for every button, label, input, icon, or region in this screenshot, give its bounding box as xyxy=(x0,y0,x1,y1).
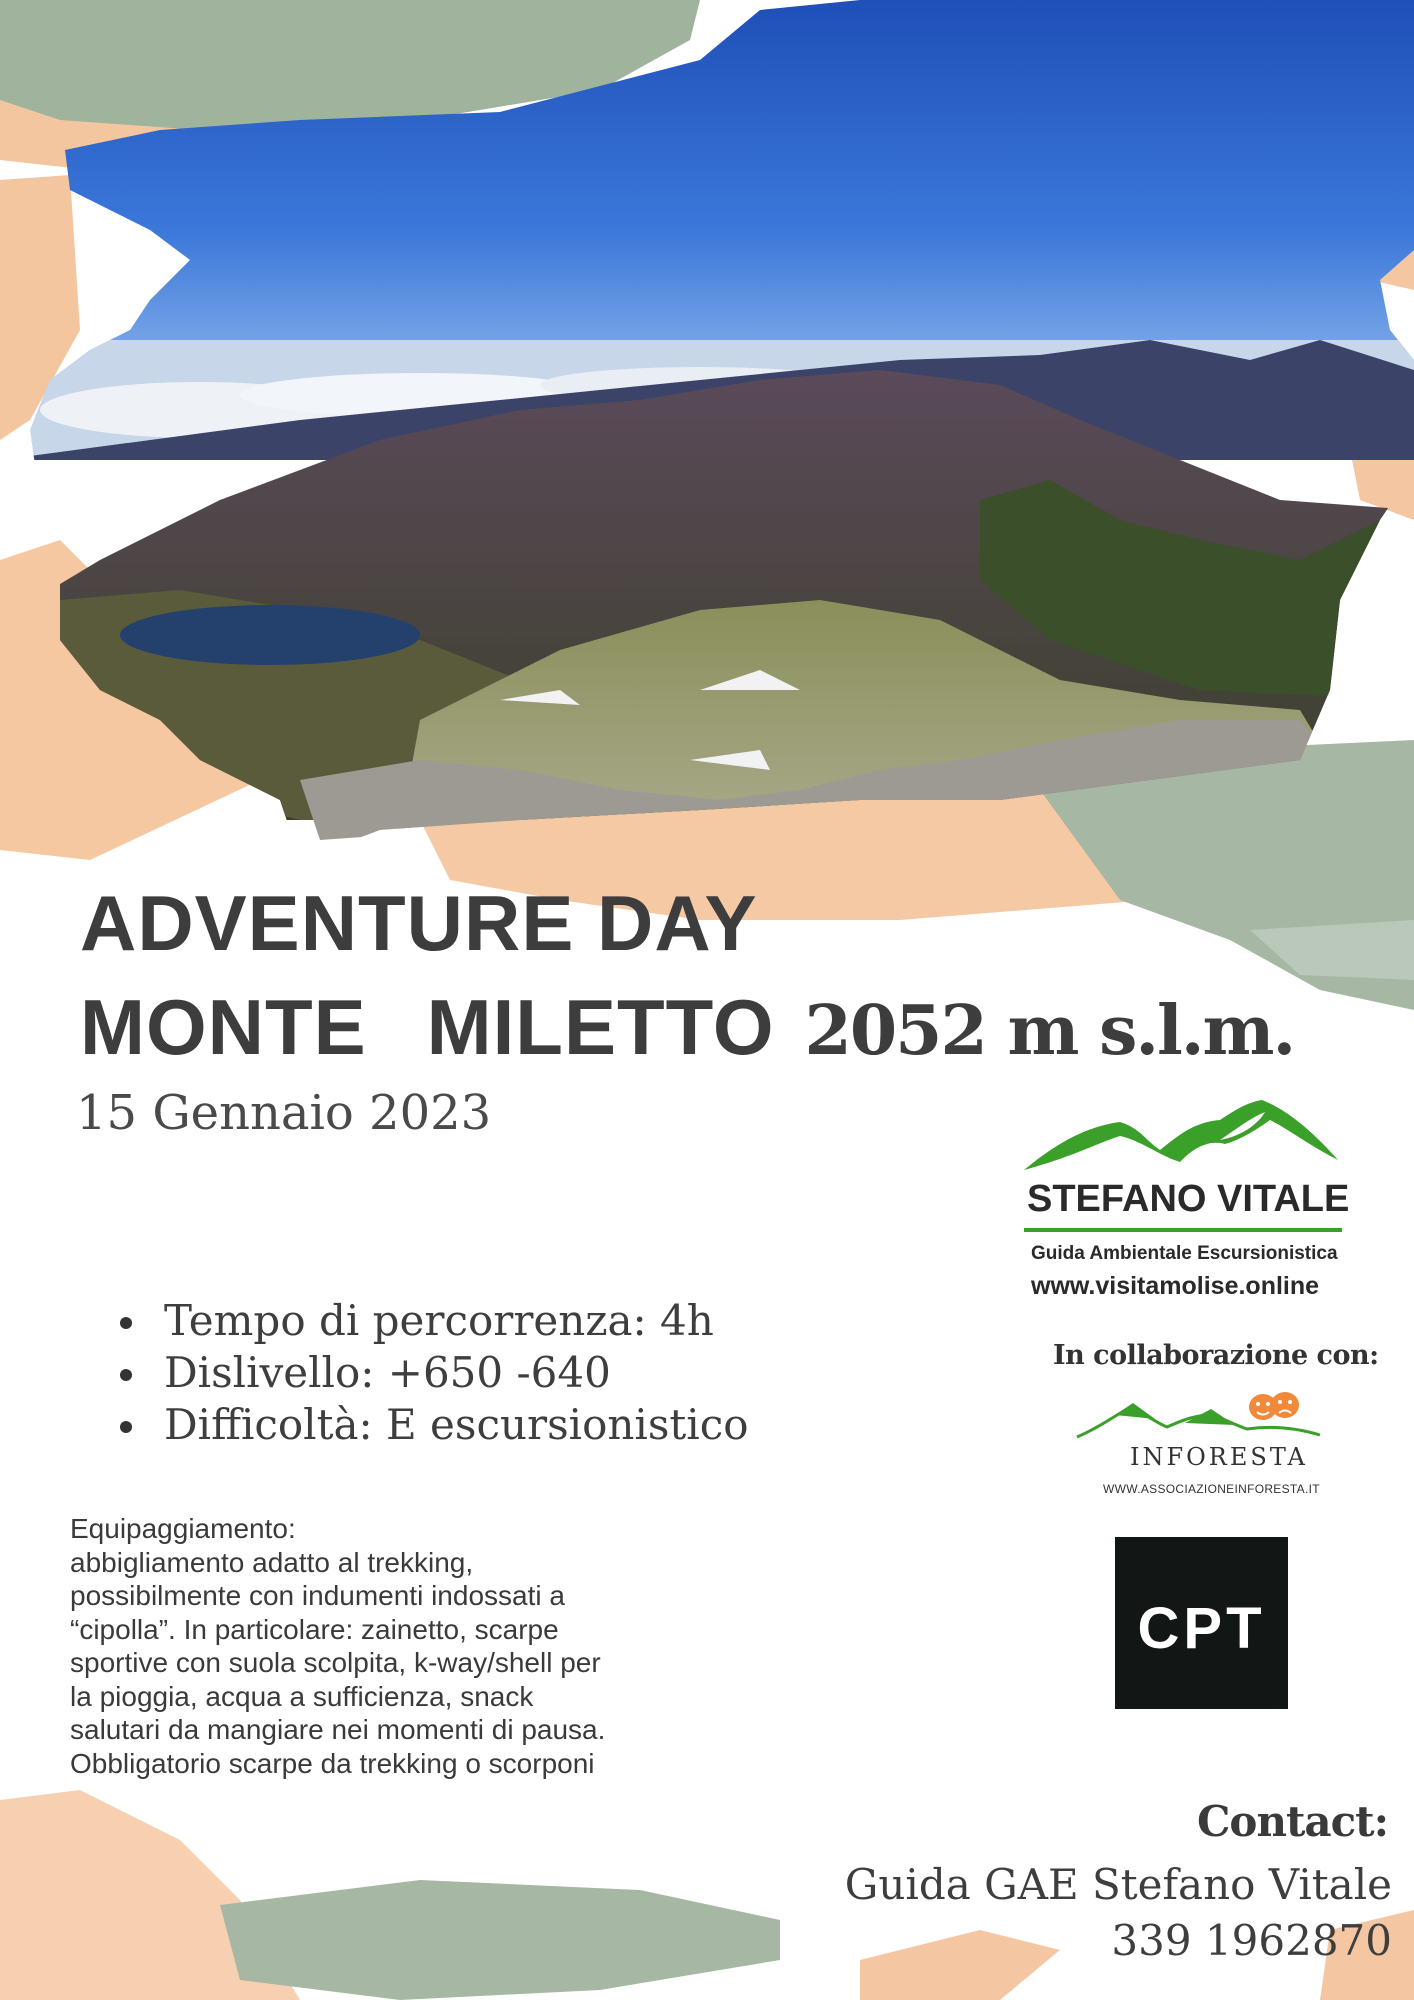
contact-name: Guida GAE Stefano Vitale xyxy=(844,1860,1392,1909)
title-line-1: ADVENTURE DAY xyxy=(80,879,758,967)
equipment-line: possibilmente con indumenti indossati a xyxy=(70,1580,565,1611)
cpt-logo-text: CPT xyxy=(1137,1596,1266,1661)
equipment-line: la pioggia, acqua a sufficienza, snack xyxy=(70,1680,534,1712)
logo-subtitle: Guida Ambientale Escursionistica xyxy=(1031,1243,1338,1264)
cpt-logo xyxy=(1115,1537,1288,1709)
fact-difficulty: Difficoltà: E escursionistico xyxy=(120,1399,749,1451)
collaboration-label: In collaborazione con: xyxy=(1053,1340,1379,1371)
inforesta-mountains-icon xyxy=(1075,1385,1335,1445)
title-miletto: MILETTO xyxy=(426,983,775,1071)
facts-list xyxy=(120,1295,749,1451)
contact-phone: 339 1962870 xyxy=(1111,1916,1392,1965)
inforesta-logo xyxy=(1075,1385,1335,1505)
fact-elevation-gain: Dislivello: +650 -640 xyxy=(120,1347,749,1399)
equipment-line: salutari da mangiare nei momenti di pausa. xyxy=(70,1714,606,1745)
title-monte: MONTE xyxy=(80,983,367,1071)
equipment-line: abbigliamento adatto al trekking, xyxy=(70,1546,474,1578)
logo-divider xyxy=(1024,1228,1342,1232)
title-line-2 xyxy=(80,982,1294,1073)
fact-duration: Tempo di percorrenza: 4h xyxy=(120,1295,749,1347)
equipment-label: Equipaggiamento: xyxy=(70,1513,296,1544)
contact-label: Contact: xyxy=(1197,1797,1389,1846)
equipment-section xyxy=(70,1512,690,1780)
equipment-line: “cipolla”. In particolare: zainetto, scarpe xyxy=(70,1613,559,1645)
equipment-line: sportive con suola scolpita, k-way/shell per xyxy=(70,1647,601,1678)
equipment-line: Obbligatorio scarpe da trekking o scorponi xyxy=(70,1747,595,1779)
mountain-logo-icon xyxy=(1020,1100,1350,1180)
inforesta-name: INFORESTA xyxy=(1130,1443,1308,1471)
logo-name: STEFANO VITALE xyxy=(1027,1178,1350,1220)
title-elevation: 2052 m s.l.m. xyxy=(804,991,1295,1071)
inforesta-url: WWW.ASSOCIAZIONEINFORESTA.IT xyxy=(1103,1482,1320,1496)
logo-url: www.visitamolise.online xyxy=(1031,1272,1320,1300)
event-date: 15 Gennaio 2023 xyxy=(76,1085,492,1141)
